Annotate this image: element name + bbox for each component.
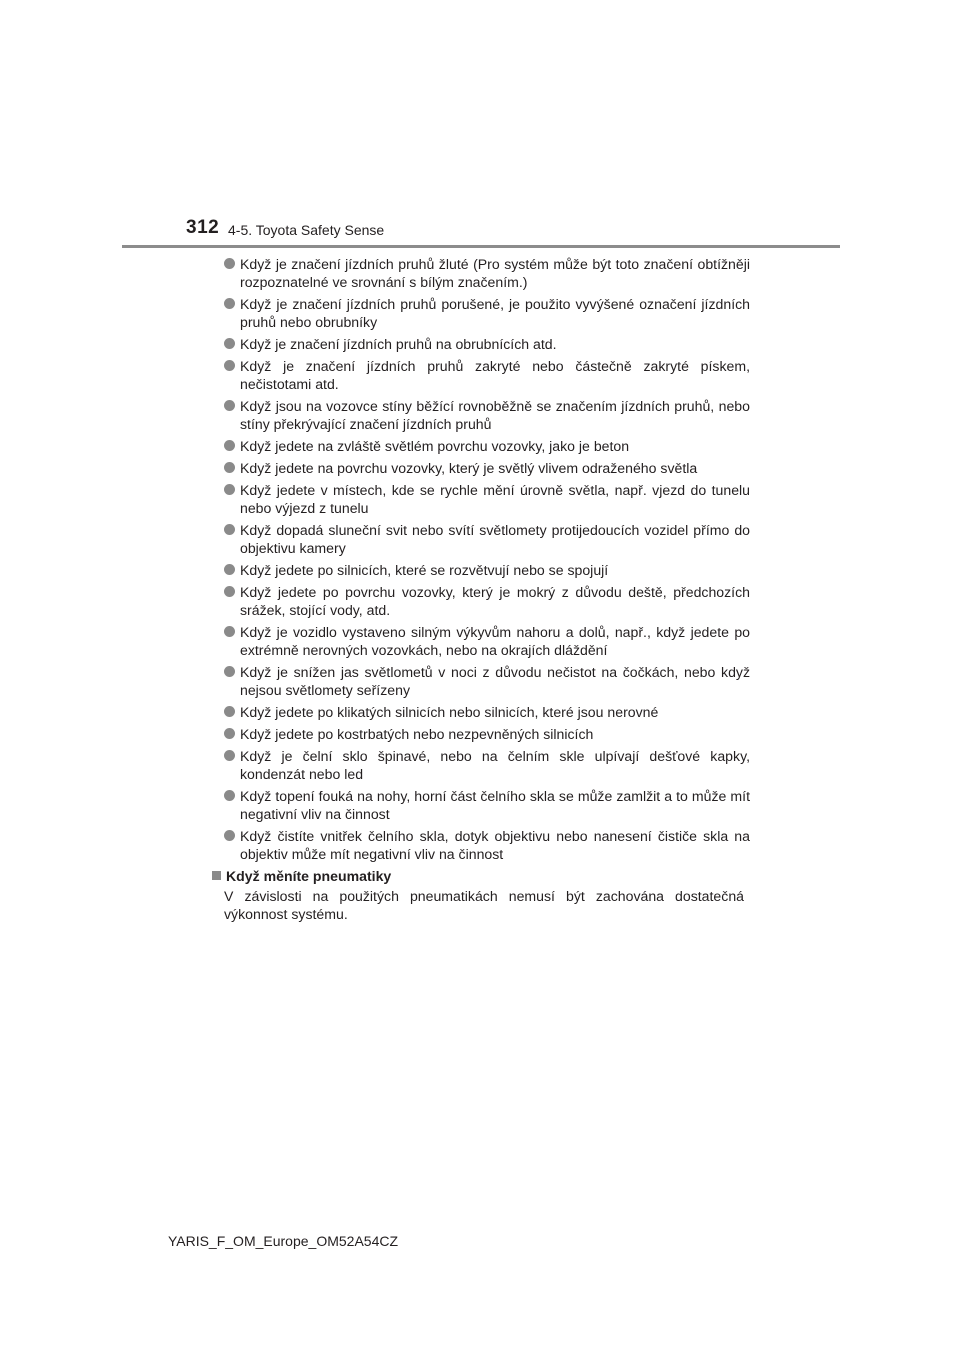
list-item-text: Když jedete na povrchu vozovky, který je světlý vlivem odraženého světla <box>240 460 698 476</box>
bullet-dot-icon <box>224 750 235 761</box>
list-item <box>224 787 750 823</box>
bullet-dot-icon <box>224 706 235 717</box>
bullet-dot-icon <box>224 484 235 495</box>
list-item-text: Když je značení jízdních pruhů na obrubnících atd. <box>240 336 557 352</box>
page-number: 312 <box>186 217 220 238</box>
list-item-text: Když jedete po klikatých silnicích nebo silnicích, které jsou nerovné <box>240 704 659 720</box>
subsection-title: Když měníte pneumatiky <box>226 868 392 884</box>
list-item <box>224 583 750 619</box>
list-item <box>224 481 750 517</box>
list-item <box>224 827 750 863</box>
list-item <box>224 663 750 699</box>
bullet-dot-icon <box>224 564 235 575</box>
section-title: 4-5. Toyota Safety Sense <box>228 222 385 238</box>
list-item <box>224 437 750 455</box>
list-item-text: Když je vozidlo vystaveno silným výkyvům nahoru a dolů, např., když jedete po extrémně nerovných vozovkách, nebo na okrajích dláždění <box>240 624 750 658</box>
bullet-dot-icon <box>224 790 235 801</box>
bullet-dot-icon <box>224 440 235 451</box>
bullet-dot-icon <box>224 360 235 371</box>
subsection <box>224 867 750 923</box>
bullet-dot-icon <box>224 298 235 309</box>
list-item-text: Když jedete po silnicích, které se rozvětvují nebo se spojují <box>240 562 609 578</box>
list-item-text: Když topení fouká na nohy, horní část čelního skla se může zamlžit a to může mít negativní vliv na činnost <box>240 788 750 822</box>
bullet-list <box>224 255 750 863</box>
list-item <box>224 747 750 783</box>
bullet-dot-icon <box>224 524 235 535</box>
bullet-dot-icon <box>224 626 235 637</box>
list-item <box>224 703 750 721</box>
list-item <box>224 335 750 353</box>
list-item-text: Když je snížen jas světlometů v noci z důvodu nečistot na čočkách, nebo když nejsou světlomety seřízeny <box>240 664 750 698</box>
header-divider <box>122 245 840 248</box>
bullet-dot-icon <box>224 728 235 739</box>
square-bullet-icon <box>212 871 221 880</box>
footer-doc-id: YARIS_F_OM_Europe_OM52A54CZ <box>167 1233 399 1249</box>
list-item <box>224 561 750 579</box>
list-item <box>224 623 750 659</box>
list-item-text: Když je značení jízdních pruhů žluté (Pro systém může být toto značení obtížněji rozpoznatelné ve srovnání s bílým značením.) <box>240 256 750 290</box>
bullet-dot-icon <box>224 258 235 269</box>
list-item <box>224 725 750 743</box>
list-item-text: Když jsou na vozovce stíny běžící rovnoběžně se značením jízdních pruhů, nebo stíny překrývající značení jízdních pruhů <box>240 398 750 432</box>
list-item <box>224 255 750 291</box>
list-item-text: Když jedete po kostrbatých nebo nezpevněných silnicích <box>240 726 594 742</box>
list-item-text: Když čistíte vnitřek čelního skla, dotyk objektivu nebo nanesení čističe skla na objektiv může mít negativní vliv na činnost <box>240 828 750 862</box>
page-content <box>224 255 750 923</box>
list-item <box>224 357 750 393</box>
bullet-dot-icon <box>224 586 235 597</box>
subsection-text: V závislosti na použitých pneumatikách nemusí být zachována dostatečná výkonnost systému. <box>224 888 744 922</box>
list-item-text: Když je čelní sklo špinavé, nebo na čelním skle ulpívají dešťové kapky, kondenzát nebo led <box>240 748 750 782</box>
bullet-dot-icon <box>224 462 235 473</box>
list-item <box>224 295 750 331</box>
bullet-dot-icon <box>224 666 235 677</box>
bullet-dot-icon <box>224 830 235 841</box>
bullet-dot-icon <box>224 338 235 349</box>
list-item-text: Když je značení jízdních pruhů porušené, je použito vyvýšené označení jízdních pruhů nebo obrubníky <box>240 296 750 330</box>
list-item-text: Když dopadá sluneční svit nebo svítí světlomety protijedoucích vozidel přímo do objektivu kamery <box>240 522 750 556</box>
list-item <box>224 521 750 557</box>
list-item-text: Když je značení jízdních pruhů zakryté nebo částečně zakryté pískem, nečistotami atd. <box>240 358 750 392</box>
bullet-dot-icon <box>224 400 235 411</box>
list-item-text: Když jedete po povrchu vozovky, který je mokrý z důvodu deště, předchozích srážek, stojící vody, atd. <box>240 584 750 618</box>
list-item-text: Když jedete na zvláště světlém povrchu vozovky, jako je beton <box>240 438 630 454</box>
list-item-text: Když jedete v místech, kde se rychle mění úrovně světla, např. vjezd do tunelu nebo výjezd z tunelu <box>240 482 750 516</box>
list-item <box>224 459 750 477</box>
list-item <box>224 397 750 433</box>
